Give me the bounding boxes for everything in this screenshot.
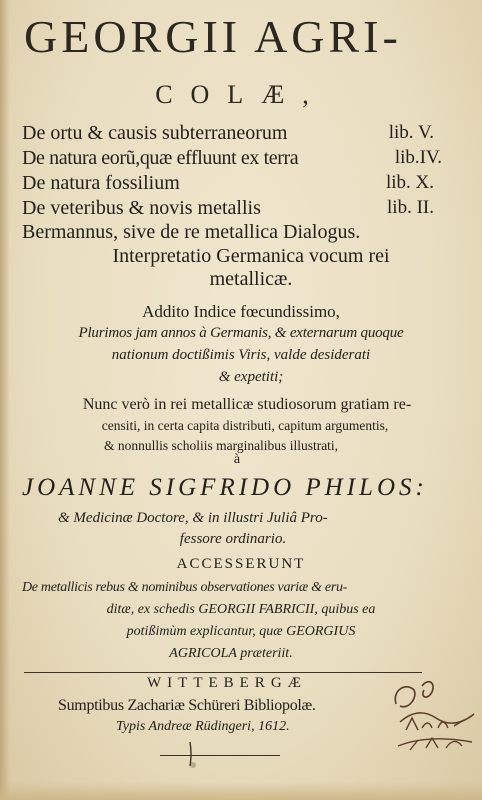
contents-book: lib.IV. (394, 147, 442, 168)
plurimos-line-3: & expetiti; (218, 369, 284, 385)
city-line: WITTEBERGÆ (147, 675, 307, 691)
nunc-line-2: censiti, in certa capita distributi, capitum argumentis, (101, 418, 389, 433)
contents-item (22, 147, 442, 171)
contents-text: De natura eorũ,quæ effluunt ex terra (22, 147, 299, 169)
medicinae-line-2: fessore ordinario. (179, 531, 287, 547)
medicinae-line-1: & Medicinæ Doctore, & in illustri Juliâ Pro- (58, 510, 328, 526)
interpretatio-line-1: Interpretatio Germanica vocum rei (112, 245, 390, 267)
interpretatio-line-2: metallicæ. (209, 268, 293, 290)
page-bottom-shadow (0, 782, 482, 800)
de-metallicis-line-2: ditæ, ex schedis GEORGII FABRICII, quibus ea (106, 602, 376, 617)
contents-text: De natura fossilium (22, 172, 180, 194)
de-metallicis-line-4: AGRICOLA præteriit. (169, 646, 293, 661)
author-line: JOANNE SIGFRIDO PHILOS: (22, 474, 428, 501)
accesserunt-line: ACCESSERUNT (176, 556, 306, 572)
bottom-rule (160, 755, 280, 756)
typis-line: Typis Andreæ Rüdingeri, 1612. (116, 719, 290, 734)
title-line-1: GEORGII AGRI- (24, 11, 402, 62)
contents-item (22, 122, 434, 146)
plurimos-line-1: Plurimos jam annos à Germanis, & externarum quoque (78, 325, 404, 341)
divider-rule (24, 672, 422, 673)
ink-mark (184, 740, 198, 770)
contents-item (22, 197, 434, 221)
sumptibus-line: Sumptibus Zachariæ Schüreri Bibliopolæ. (58, 697, 316, 714)
contents-item (22, 221, 434, 245)
plurimos-line-2: nationum doctißimis Viris, valde desiderati (111, 347, 371, 363)
contents-text: Bermannus, sive de re metallica Dialogus. (22, 221, 361, 243)
contents-text: De ortu & causis subterraneorum (22, 122, 288, 144)
de-metallicis-line-3: potißimùm explicantur, quæ GEORGIUS (126, 624, 356, 639)
nunc-line-1: Nunc verò in rei metallicæ studiosorum gratiam re- (82, 396, 412, 413)
contents-item (22, 172, 434, 196)
contents-book: lib. X. (385, 172, 434, 193)
title-line-2: COLÆ, (155, 80, 327, 109)
addito-line: Addito Indice fœcundissimo, (142, 302, 340, 321)
contents-text: De veteribus & novis metallis (22, 197, 261, 219)
nunc-line-3: & nonnullis scholiis marginalibus illustrati, (103, 438, 339, 453)
manuscript-annotation (388, 676, 482, 756)
contents-book: lib. V. (388, 122, 434, 143)
contents-book: lib. II. (387, 197, 434, 218)
de-metallicis-line-1: De metallicis rebus & nominibus observationes variæ & eru- (22, 580, 348, 595)
a-line: à (233, 452, 241, 467)
